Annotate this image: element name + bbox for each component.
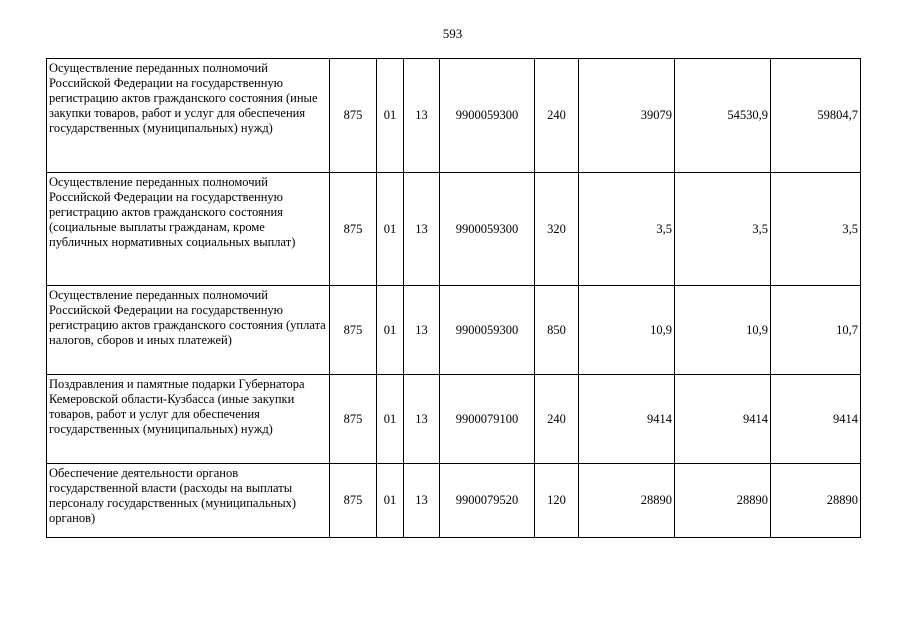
subsection-code-cell: 13 (404, 375, 440, 464)
table-row (47, 464, 861, 538)
amount-1-cell: 10,9 (579, 286, 675, 375)
ministry-code-cell: 875 (330, 464, 377, 538)
amount-1-cell: 39079 (579, 59, 675, 173)
amount-3-cell: 59804,7 (771, 59, 861, 173)
amount-3-cell: 3,5 (771, 173, 861, 286)
expense-type-cell: 320 (535, 173, 579, 286)
budget-table (46, 58, 861, 538)
amount-3-cell: 10,7 (771, 286, 861, 375)
target-article-cell: 9900059300 (440, 286, 535, 375)
expense-type-cell: 240 (535, 59, 579, 173)
subsection-code-cell: 13 (404, 59, 440, 173)
description-cell: Обеспечение деятельности органов государственной власти (расходы на выплаты персоналу государственных (муниципальных) органов) (47, 464, 330, 538)
page-number: 593 (442, 26, 463, 41)
table-row (47, 59, 861, 173)
subsection-code-cell: 13 (404, 286, 440, 375)
amount-2-cell: 10,9 (675, 286, 771, 375)
description-cell: Осуществление переданных полномочий Российской Федерации на государственную регистрацию актов гражданского состояния (социальные выплаты гражданам, кроме публичных нормативных социальных выплат) (47, 173, 330, 286)
expense-type-cell: 120 (535, 464, 579, 538)
expense-type-cell: 850 (535, 286, 579, 375)
amount-1-cell: 28890 (579, 464, 675, 538)
ministry-code-cell: 875 (330, 286, 377, 375)
amount-2-cell: 28890 (675, 464, 771, 538)
expense-type-cell: 240 (535, 375, 579, 464)
target-article-cell: 9900059300 (440, 173, 535, 286)
amount-1-cell: 3,5 (579, 173, 675, 286)
section-code-cell: 01 (377, 464, 404, 538)
subsection-code-cell: 13 (404, 464, 440, 538)
description-cell: Поздравления и памятные подарки Губернатора Кемеровской области-Кузбасса (иные закупки товаров, работ и услуг для обеспечения государственных (муниципальных) нужд) (47, 375, 330, 464)
section-code-cell: 01 (377, 375, 404, 464)
table-row (47, 286, 861, 375)
amount-1-cell: 9414 (579, 375, 675, 464)
ministry-code-cell: 875 (330, 59, 377, 173)
target-article-cell: 9900079520 (440, 464, 535, 538)
amount-2-cell: 3,5 (675, 173, 771, 286)
subsection-code-cell: 13 (404, 173, 440, 286)
table-row (47, 173, 861, 286)
target-article-cell: 9900079100 (440, 375, 535, 464)
table-row (47, 375, 861, 464)
ministry-code-cell: 875 (330, 375, 377, 464)
amount-2-cell: 9414 (675, 375, 771, 464)
amount-3-cell: 28890 (771, 464, 861, 538)
description-cell: Осуществление переданных полномочий Российской Федерации на государственную регистрацию актов гражданского состояния (иные закупки товаров, работ и услуг для обеспечения государственных (муниципальных) нужд) (47, 59, 330, 173)
section-code-cell: 01 (377, 59, 404, 173)
amount-3-cell: 9414 (771, 375, 861, 464)
description-cell: Осуществление переданных полномочий Российской Федерации на государственную регистрацию актов гражданского состояния (уплата налогов, сборов и иных платежей) (47, 286, 330, 375)
section-code-cell: 01 (377, 173, 404, 286)
target-article-cell: 9900059300 (440, 59, 535, 173)
ministry-code-cell: 875 (330, 173, 377, 286)
section-code-cell: 01 (377, 286, 404, 375)
amount-2-cell: 54530,9 (675, 59, 771, 173)
